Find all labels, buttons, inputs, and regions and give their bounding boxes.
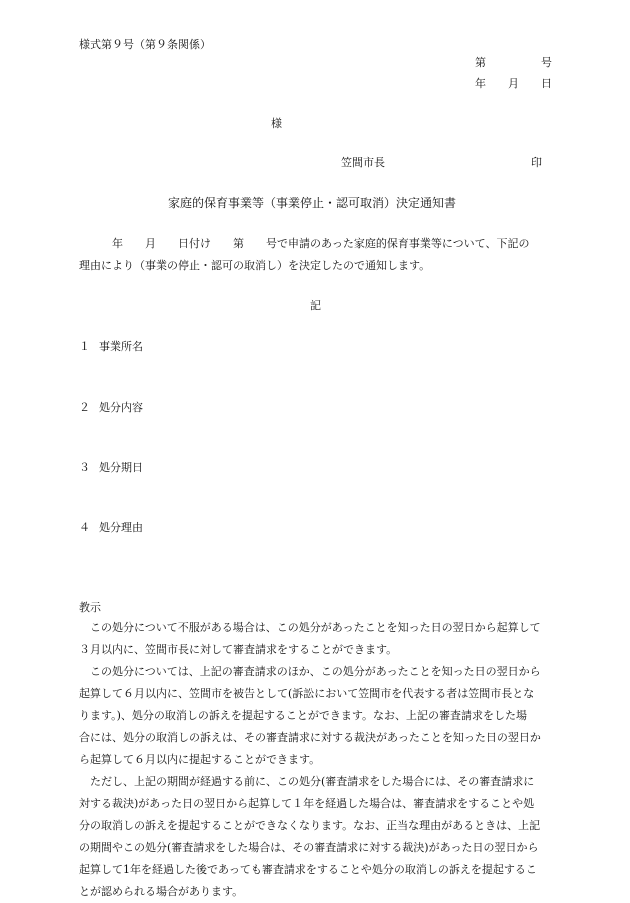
item-label: 処分内容 — [99, 401, 143, 414]
kyoji-line: の期間やこの処分(審査請求をした場合は、その審査請求に対する裁決)があった日の翌日から — [79, 841, 539, 854]
kyoji-line: 起算して1年を経過した後であっても審査請求をすることや処分の取消しの訴えを提起するこ — [79, 863, 537, 876]
item-number: ２ — [79, 401, 90, 414]
item-business-name — [79, 339, 143, 354]
item-label: 事業所名 — [99, 340, 143, 353]
item-number: ３ — [79, 461, 90, 474]
kyoji-line: 対する裁決)があった日の翌日から起算して１年を経過した場合は、審査請求をすることや処 — [79, 797, 535, 810]
form-label: 様式第９号（第９条関係） — [79, 38, 211, 51]
ki-heading: 記 — [310, 299, 321, 312]
issuer: 笠間市長 — [341, 156, 385, 169]
kyoji-line: とが認められる場合があります。 — [79, 885, 244, 898]
kyoji-line: ります。)、処分の取消しの訴えを提起することができます。なお、上記の審査請求をした場 — [79, 709, 528, 722]
kyoji-line: 起算して６月以内に、笠間市を被告として(訴訟において笠間市を代表する者は笠間市長とな — [79, 687, 535, 700]
issue-date: 年 月 日 — [475, 77, 552, 90]
addressee-suffix: 様 — [271, 117, 282, 130]
intro-line: 理由により（事業の停止・認可の取消し）を決定したので通知します。 — [79, 259, 431, 272]
kyoji-line: 合には、処分の取消しの訴えは、その審査請求に対する裁決があったことを知った日の翌日か — [79, 731, 541, 744]
intro-line: 年 月 日付け 第 号で申請のあった家庭的保育事業等について、下記の — [79, 237, 530, 250]
intro-paragraph — [79, 233, 552, 277]
item-disposition-content — [79, 400, 143, 415]
item-disposition-date — [79, 460, 143, 475]
kyoji-line: この処分について不服がある場合は、この処分があったことを知った日の翌日から起算して — [79, 621, 541, 634]
kyoji-line: この処分については、上記の審査請求のほか、この処分があったことを知った日の翌日から — [79, 665, 541, 678]
item-number: ４ — [79, 521, 90, 534]
item-disposition-reason — [79, 520, 143, 535]
kyoji-paragraph — [79, 617, 552, 903]
seal-mark: 印 — [531, 156, 542, 169]
document-number: 第 号 — [475, 56, 552, 69]
kyoji-line: ただし、上記の期間が経過する前に、この処分(審査請求をした場合には、その審査請求に — [79, 775, 535, 788]
document-title: 家庭的保育事業等（事業停止・認可取消）決定通知書 — [168, 196, 457, 210]
kyoji-heading: 教示 — [79, 601, 101, 614]
item-number: １ — [79, 340, 90, 353]
item-label: 処分理由 — [99, 521, 143, 534]
kyoji-line: ３月以内に、笠間市長に対して審査請求をすることができます。 — [79, 643, 398, 656]
kyoji-line: 分の取消しの訴えを提起することができなくなります。なお、正当な理由があるときは、上記 — [79, 819, 541, 832]
item-label: 処分期日 — [99, 461, 143, 474]
kyoji-line: ら起算して６月以内に提起することができます。 — [79, 753, 321, 766]
